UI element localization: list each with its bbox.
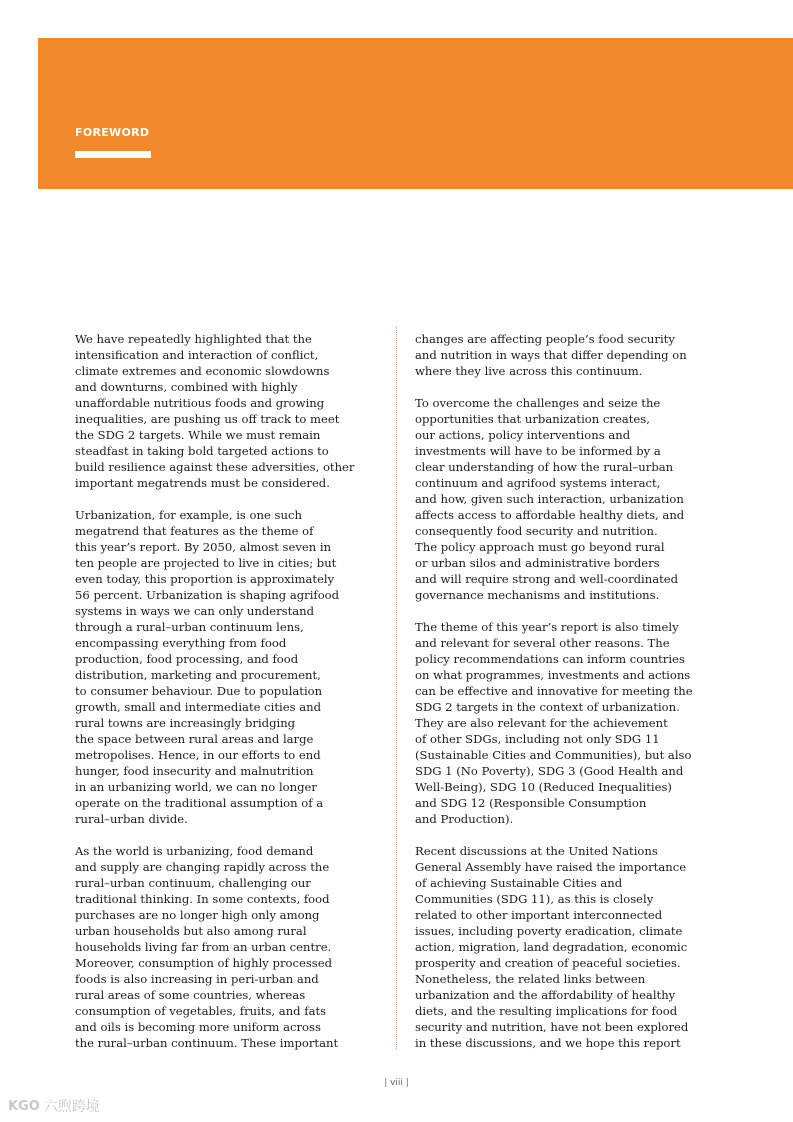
column-divider — [396, 327, 397, 1049]
watermark-logo-icon: KGO — [8, 1098, 40, 1114]
watermark-text: 六煦跨境 — [43, 1099, 100, 1115]
paragraph: Recent discussions at the United Nations General Assembly have raised the importance of achieving Sustainable Cities and Communities (SDG 11), as this is closely related to other important interconnected issues, including poverty eradication, climate action, migration, land degradation, economic prosperity and creation of peaceful societies. Nonetheless, the related links between urbanization and the affordability of healthy diets, and the resulting implications for food security and nutrition, have not been explored in these discussions, and we hope this report — [415, 844, 689, 1050]
right-column — [415, 331, 705, 1051]
paragraph: We have repeatedly highlighted that the intensification and interaction of conflict, climate extremes and economic slowdowns and downturns, combined with highly unaffordable nutritious foods and growing inequalities, are pushing us off track to meet the SDG 2 targets. While we must remain steadfast in taking bold targeted actions to build resilience against these adversities, other important megatrends must be considered. — [75, 332, 355, 490]
section-title: FOREWORD — [75, 126, 150, 139]
title-underline — [75, 151, 151, 158]
page-number: | viii | — [384, 1078, 409, 1088]
paragraph: To overcome the challenges and seize the opportunities that urbanization creates, our actions, policy interventions and investments will have to be informed by a clear understanding of how the rural–urban continuum and agrifood systems interact, and how, given such interaction, urbanization affects access to affordable healthy diets, and consequently food security and nutrition. The policy approach must go beyond rural or urban silos and administrative borders and will require strong and well-coordinated governance mechanisms and institutions. — [415, 396, 685, 602]
watermark — [8, 1096, 100, 1116]
header-banner — [38, 38, 793, 189]
paragraph: As the world is urbanizing, food demand and supply are changing rapidly across the rural–urban continuum, challenging our traditional thinking. In some contexts, food purchases are no longer high only among urban households but also among rural households living far from an urban centre. Moreover, consumption of highly processed foods is also increasing in peri-urban and rural areas of some countries, whereas consumption of vegetables, fruits, and fats and oils is becoming more uniform across the rural–urban continuum. These important — [75, 844, 339, 1050]
left-column — [75, 331, 365, 1051]
paragraph: changes are affecting people’s food security and nutrition in ways that differ depending on where they live across this continuum. — [415, 332, 687, 378]
paragraph: The theme of this year’s report is also timely and relevant for several other reasons. The policy recommendations can inform countries on what programmes, investments and actions can be effective and innovative for meeting the SDG 2 targets in the context of urbanization. They are also relevant for the achievement of other SDGs, including not only SDG 11 (Sustainable Cities and Communities), but also SDG 1 (No Poverty), SDG 3 (Good Health and Well-Being), SDG 10 (Reduced Inequalities) and SDG 12 (Responsible Consumption and Production). — [415, 620, 693, 826]
paragraph: Urbanization, for example, is one such megatrend that features as the theme of this year’s report. By 2050, almost seven in ten people are projected to live in cities; but even today, this proportion is approximately 56 percent. Urbanization is shaping agrifood systems in ways we can only understand through a rural–urban continuum lens, encompassing everything from food production, food processing, and food distribution, marketing and procurement, to consumer behaviour. Due to population growth, small and intermediate cities and rural towns are increasingly bridging the space between rural areas and large metropolises. Hence, in our efforts to end hunger, food insecurity and malnutrition in an urbanizing world, we can no longer operate on the traditional assumption of a rural–urban divide. — [75, 508, 340, 826]
